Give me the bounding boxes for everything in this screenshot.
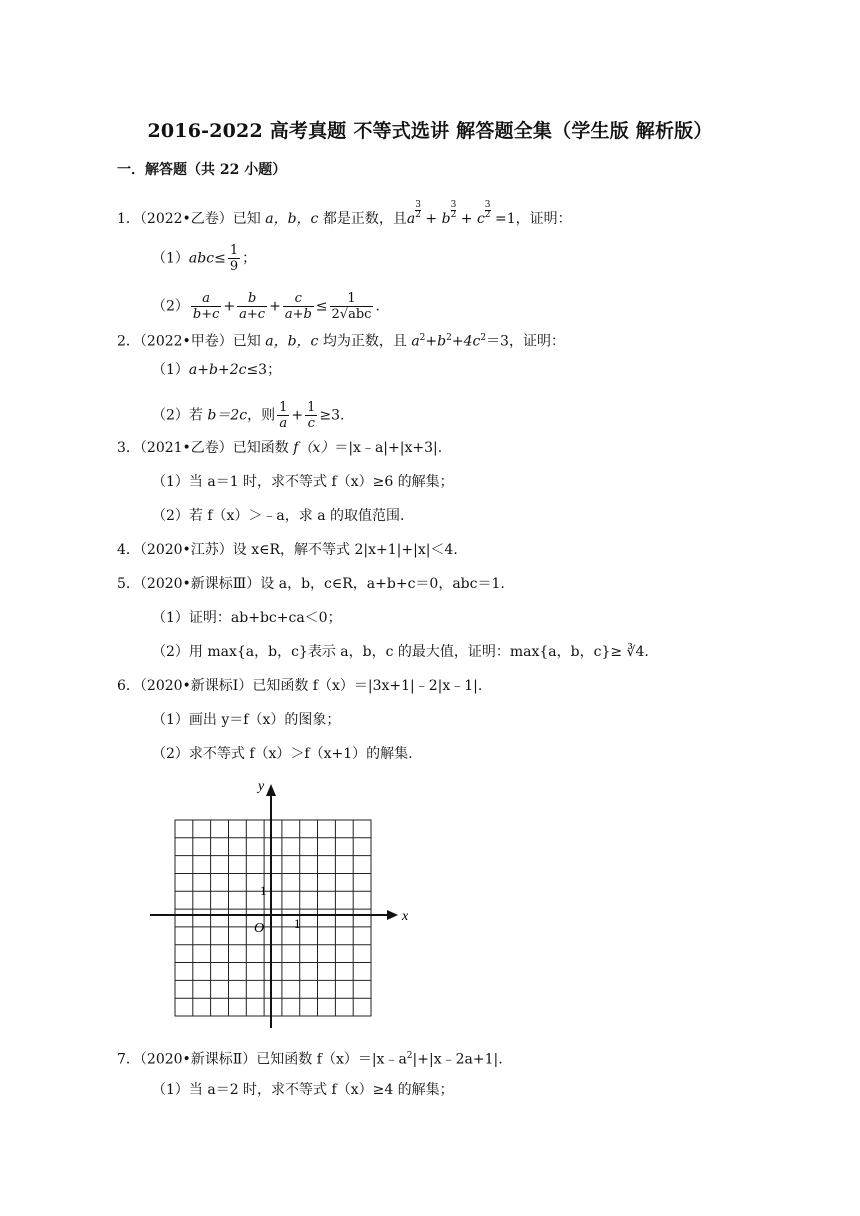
problem-5-stem: 5．（2020•新课标Ⅲ）设 a，b，c∈R，a+b+c＝0，abc＝1. <box>117 576 505 592</box>
problem-5-sub-2: （2）用 max{a，b，c}表示 a，b，c 的最大值，证明：max{a，b，c}≥ ∛4. <box>152 644 649 660</box>
problem-3-sub-2: （2）若 f（x）＞﹣a，求 a 的取值范围. <box>152 508 405 524</box>
problem-2-sub-1: （1）a+b+2c≤3； <box>152 362 282 378</box>
section-heading: 一．解答题（共 22 小题） <box>117 162 287 178</box>
problem-4-stem: 4．（2020•江苏）设 x∈R，解不等式 2|x+1|+|x|＜4. <box>117 542 458 558</box>
problem-5-sub-1: （1）证明：ab+bc+ca＜0； <box>152 610 342 626</box>
y-axis-label: y <box>258 779 265 794</box>
document-title: 2016-2022 高考真题 不等式选讲 解答题全集（学生版 解析版） <box>147 120 713 142</box>
x-axis-label: x <box>402 909 409 924</box>
problem-3-sub-1: （1）当 a＝1 时，求不等式 f（x）≥6 的解集； <box>152 474 454 490</box>
y-tick-label: 1 <box>260 883 267 898</box>
exponent-3-2: $\frac{3}{2}$ <box>450 200 457 220</box>
fraction: $\frac{1}{\text{2√abc}}$ <box>331 291 372 322</box>
grid-lines <box>175 820 371 1016</box>
exponent-3-2: $\frac{3}{2}$ <box>484 200 491 220</box>
coordinate-grid-figure <box>140 770 420 1035</box>
origin-label: O <box>254 921 265 936</box>
problem-3-stem: 3．（2021•乙卷）已知函数 f（x）＝|x﹣a|+|x+3|. <box>117 440 443 456</box>
fraction: $\frac{a}{b+c}$ <box>192 291 220 322</box>
problem-1-sub-1: （1）abc≤ $\frac{1}{9}$ ； <box>152 243 257 274</box>
fraction: $\frac{1}{9}$ <box>229 243 239 274</box>
problem-6-sub-2: （2）求不等式 f（x）＞f（x+1）的解集. <box>152 746 413 762</box>
fraction: $\frac{1}{c}$ <box>307 400 316 431</box>
problem-7-stem: 7．（2020•新课标Ⅱ）已知函数 $f(x)=|x﹣a^2|+|x﹣2a+1|$. <box>117 1051 503 1068</box>
fraction: $\frac{1}{a}$ <box>279 400 288 431</box>
problem-1-stem: 1．（2022•乙卷）已知 a，b，c 都是正数，且a $\frac{3}{2}$ + b $\frac{3}{2}$ + c $\frac{3}{2}$ =1，证明： <box>117 200 572 227</box>
problem-7-sub-1: （1）当 a＝2 时，求不等式 f（x）≥4 的解集； <box>152 1082 454 1098</box>
problem-1-sub-2: （2） $\frac{a}{b+c}$ + $\frac{b}{a+c}$ + $\frac{c}{a+b}$ ≤ $\frac{1}{\text{2√abc}}$ . <box>152 291 380 322</box>
problem-6-stem: 6．（2020•新课标Ⅰ）已知函数 f（x）＝|3x+1|﹣2|x﹣1|. <box>117 678 483 694</box>
fraction: $\frac{b}{a+c}$ <box>239 291 266 322</box>
problem-2-stem: 2．（2022•甲卷）已知 a，b，c 均为正数，且 $a^2+b^2+4c^2=3$，证明： <box>117 333 565 350</box>
x-tick-label: 1 <box>294 916 301 931</box>
y-axis-arrow-icon <box>266 784 276 796</box>
problem-6-sub-1: （1）画出 y＝f（x）的图象； <box>152 712 341 728</box>
problem-2-sub-2: （2）若 b＝2c，则 $\frac{1}{a}$ + $\frac{1}{c}$ ≥3. <box>152 400 345 431</box>
fraction: $\frac{c}{a+b}$ <box>284 291 312 322</box>
x-axis-arrow-icon <box>387 910 398 920</box>
axes <box>150 792 392 1028</box>
exponent-3-2: $\frac{3}{2}$ <box>415 200 421 220</box>
